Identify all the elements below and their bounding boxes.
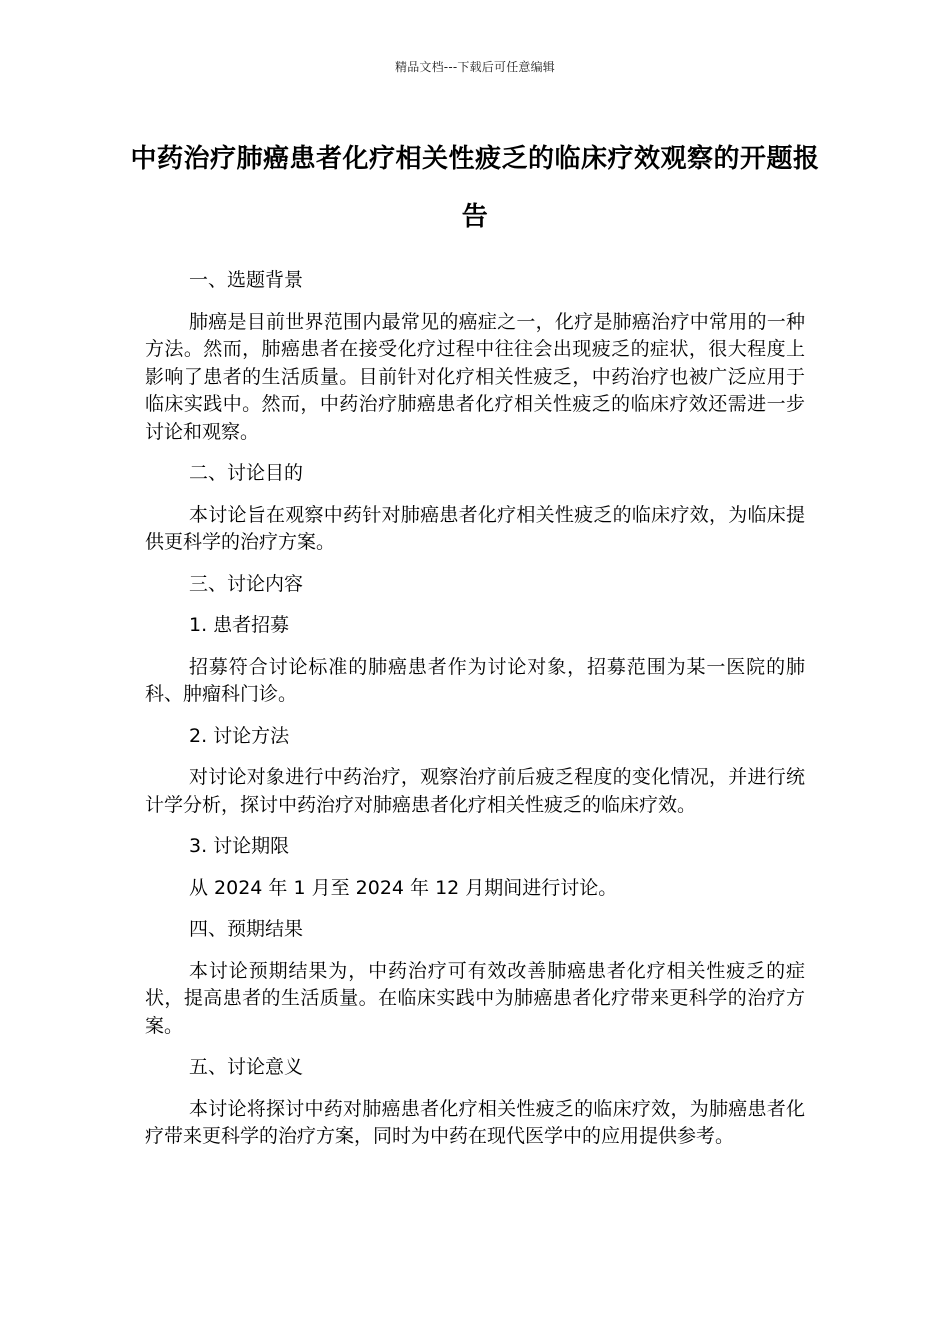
subheading-method: 2. 讨论方法 xyxy=(189,724,290,747)
subheading-recruitment: 1. 患者招募 xyxy=(189,614,290,636)
section-heading-purpose: 二、讨论目的 xyxy=(189,462,304,484)
section-heading-expected-results: 四、预期结果 xyxy=(189,918,304,940)
header-note: 精品文档---下载后可任意编辑 xyxy=(395,60,555,74)
paragraph-expected-results: 本讨论预期结果为，中药治疗可有效改善肺癌患者化疗相关性疲乏的症状，提高患者的生活质量。在临床实践中为肺癌患者化疗带来更科学的治疗方案。 xyxy=(145,959,805,1037)
document-body xyxy=(145,267,805,1165)
section-heading-significance: 五、讨论意义 xyxy=(189,1056,304,1078)
paragraph-recruitment: 招募符合讨论标准的肺癌患者作为讨论对象，招募范围为某一医院的肺科、肿瘤科门诊。 xyxy=(145,655,805,705)
paragraph-purpose: 本讨论旨在观察中药针对肺癌患者化疗相关性疲乏的临床疗效，为临床提供更科学的治疗方案。 xyxy=(145,503,805,553)
subheading-period: 3. 讨论期限 xyxy=(189,835,290,857)
paragraph-method: 对讨论对象进行中药治疗，观察治疗前后疲乏程度的变化情况，并进行统计学分析，探讨中药治疗对肺癌患者化疗相关性疲乏的临床疗效。 xyxy=(145,766,805,816)
section-heading-content: 三、讨论内容 xyxy=(189,572,304,595)
section-heading-background: 一、选题背景 xyxy=(189,269,304,291)
paragraph-period: 从 2024 年 1 月至 2024 年 12 月期间进行讨论。 xyxy=(189,876,618,899)
document-title: 中药治疗肺癌患者化疗相关性疲乏的临床疗效观察的开题报告 xyxy=(130,144,820,232)
paragraph-background: 肺癌是目前世界范围内最常见的癌症之一，化疗是肺癌治疗中常用的一种方法。然而，肺癌患者在接受化疗过程中往往会出现疲乏的症状，很大程度上影响了患者的生活质量。目前针对化疗相关性疲乏，中药治疗也被广泛应用于临床实践中。然而，中药治疗肺癌患者化疗相关性疲乏的临床疗效还需进一步讨论和观察。 xyxy=(145,310,805,443)
paragraph-significance: 本讨论将探讨中药对肺癌患者化疗相关性疲乏的临床疗效，为肺癌患者化疗带来更科学的治疗方案，同时为中药在现代医学中的应用提供参考。 xyxy=(145,1097,805,1147)
